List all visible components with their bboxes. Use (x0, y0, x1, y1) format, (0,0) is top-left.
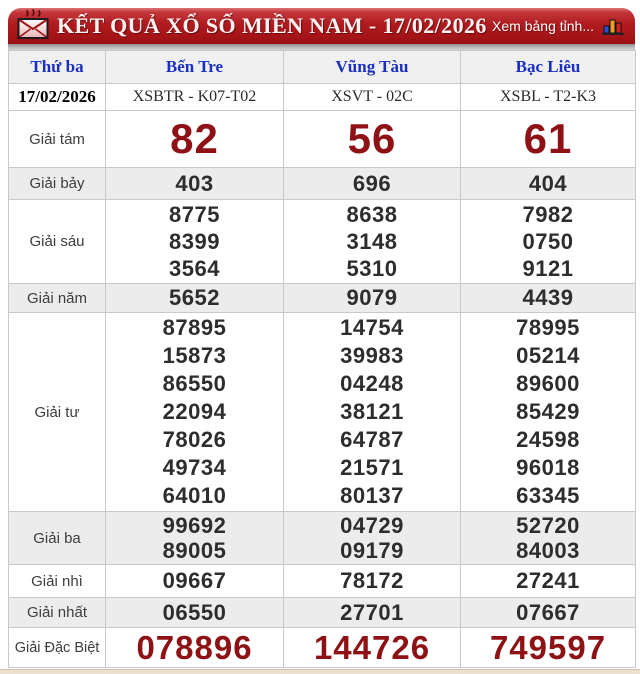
day-header: Thứ ba (9, 51, 106, 84)
prize-label: Giải tư (9, 313, 106, 512)
prize-number: 27701 (284, 598, 461, 628)
results-table (8, 50, 636, 668)
province-header-bac-lieu[interactable]: Bạc Liêu (461, 51, 636, 84)
prize-cell (461, 313, 636, 512)
prize-number: 82 (106, 111, 284, 168)
prize-label: Giải năm (9, 284, 106, 313)
prize-row-giai-sau (9, 200, 636, 284)
prize-row-giai-tu (9, 313, 636, 512)
prize-number: 84003 (516, 538, 580, 563)
prize-number: 8638 (346, 202, 398, 227)
prize-cell (106, 512, 284, 565)
prize-number: 8399 (169, 229, 220, 254)
prize-number: 52720 (516, 513, 580, 538)
prize-number: 49734 (162, 455, 227, 480)
prize-number: 15873 (162, 343, 227, 368)
prize-label: Giải Đặc Biệt (9, 628, 106, 668)
prize-number: 7982 (522, 202, 574, 227)
draw-code-ben-tre: XSBTR - K07-T02 (106, 84, 284, 111)
prize-number: 39983 (340, 343, 404, 368)
prize-number: 09179 (340, 538, 404, 563)
prize-number: 0750 (522, 229, 574, 254)
prize-number: 56 (284, 111, 461, 168)
province-header-vung-tau[interactable]: Vũng Tàu (284, 51, 461, 84)
prize-number: 04248 (340, 371, 404, 396)
prize-number: 89600 (516, 371, 580, 396)
prize-number: 86550 (162, 371, 227, 396)
prize-number: 04729 (340, 513, 404, 538)
prize-number: 89005 (162, 538, 227, 563)
view-provinces-link[interactable]: Xem bảng tỉnh... (492, 18, 594, 34)
prize-number: 403 (106, 168, 284, 200)
prize-row-giai-nhi (9, 565, 636, 598)
prize-number: 78995 (516, 315, 580, 340)
prize-label: Giải sáu (9, 200, 106, 284)
draw-code-vung-tau: XSVT - 02C (284, 84, 461, 111)
prize-number: 27241 (461, 565, 636, 598)
prize-number: 14754 (340, 315, 404, 340)
prize-number: 06550 (106, 598, 284, 628)
prize-row-giai-ba (9, 512, 636, 565)
prize-number: 078896 (106, 628, 284, 668)
prize-cell (284, 200, 461, 284)
prize-row-giai-nam (9, 284, 636, 313)
prize-number: 3148 (346, 229, 398, 254)
prize-cell (284, 512, 461, 565)
prize-label: Giải nhất (9, 598, 106, 628)
province-header-row (9, 51, 636, 84)
prize-row-giai-bay (9, 168, 636, 200)
prize-number: 9121 (522, 256, 574, 281)
prize-number: 5652 (106, 284, 284, 313)
prize-number: 07667 (461, 598, 636, 628)
bar-chart-icon[interactable] (601, 17, 625, 35)
prize-number: 5310 (346, 256, 398, 281)
header-bar (8, 8, 635, 44)
draw-code-row (9, 84, 636, 111)
prize-number: 61 (461, 111, 636, 168)
prize-cell (106, 313, 284, 512)
prize-number: 78026 (162, 427, 227, 452)
province-header-ben-tre[interactable]: Bến Tre (106, 51, 284, 84)
prize-number: 696 (284, 168, 461, 200)
prize-number: 404 (461, 168, 636, 200)
prize-number: 78172 (284, 565, 461, 598)
prize-number: 09667 (106, 565, 284, 598)
prize-number: 3564 (169, 256, 220, 281)
prize-label: Giải nhì (9, 565, 106, 598)
prize-row-giai-nhat (9, 598, 636, 628)
prize-number: 87895 (162, 315, 227, 340)
prize-number: 24598 (516, 427, 580, 452)
prize-number: 21571 (340, 455, 404, 480)
draw-date: 17/02/2026 (9, 84, 106, 111)
prize-number: 96018 (516, 455, 580, 480)
page-title: KẾT QUẢ XỔ SỐ MIỀN NAM - 17/02/2026 (57, 13, 487, 38)
prize-row-giai-dac-biet (9, 628, 636, 668)
prize-cell (461, 512, 636, 565)
prize-number: 85429 (516, 399, 580, 424)
prize-number: 38121 (340, 399, 404, 424)
bottom-strip (0, 669, 640, 674)
prize-number: 144726 (284, 628, 461, 668)
prize-number: 64010 (162, 483, 227, 508)
prize-cell (461, 200, 636, 284)
prize-row-giai-tam (9, 111, 636, 168)
draw-code-bac-lieu: XSBL - T2-K3 (461, 84, 636, 111)
prize-number: 80137 (340, 483, 404, 508)
prize-number: 9079 (284, 284, 461, 313)
prize-number: 8775 (169, 202, 220, 227)
prize-number: 4439 (461, 284, 636, 313)
prize-label: Giải bảy (9, 168, 106, 200)
prize-cell (284, 313, 461, 512)
prize-number: 63345 (516, 483, 580, 508)
prize-number: 99692 (162, 513, 227, 538)
prize-cell (106, 200, 284, 284)
prize-number: 22094 (162, 399, 227, 424)
prize-label: Giải tám (9, 111, 106, 168)
mail-icon (16, 9, 50, 41)
prize-number: 749597 (461, 628, 636, 668)
prize-label: Giải ba (9, 512, 106, 565)
prize-number: 64787 (340, 427, 404, 452)
prize-number: 05214 (516, 343, 580, 368)
